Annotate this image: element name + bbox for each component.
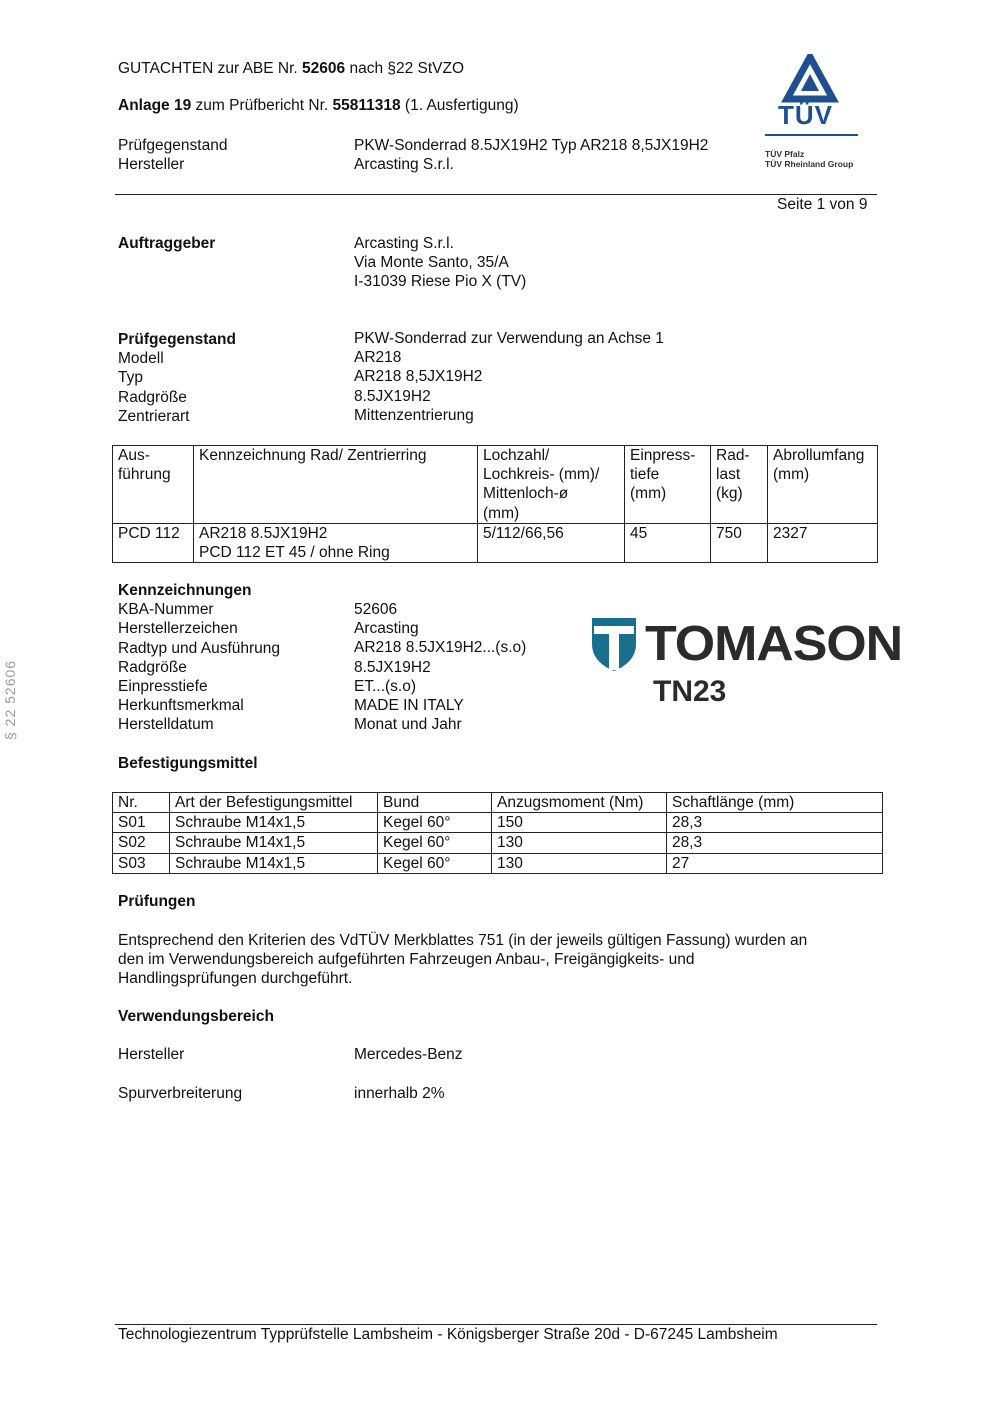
header-cell: Rad- last (kg) — [711, 446, 768, 524]
table-cell: S02 — [113, 833, 170, 853]
table-cell: 750 — [711, 523, 768, 562]
wheel-table — [112, 445, 878, 563]
bolt-table — [112, 792, 883, 874]
tomason-shield-icon — [590, 614, 638, 672]
befestigung-label: Befestigungsmittel — [118, 755, 258, 772]
pruefgegenstand-labels: Prüfgegenstand Modell Typ Radgröße Zentrierart — [118, 331, 236, 425]
table-cell: 45 — [625, 523, 711, 562]
table-cell: 150 — [492, 813, 667, 833]
header-cell: Anzugsmoment (Nm) — [492, 793, 667, 813]
bolt-table-header — [113, 793, 883, 813]
table-cell: 5/112/66,56 — [478, 523, 625, 562]
table-cell: Schraube M14x1,5 — [170, 853, 378, 873]
table-cell: Schraube M14x1,5 — [170, 813, 378, 833]
table-row — [113, 853, 883, 873]
table-cell: PCD 112 — [113, 523, 194, 562]
tuv-triangle-icon — [762, 54, 862, 104]
pruefungen-paragraph: Entsprechend den Kriterien des VdTÜV Merkblattes 751 (in der jeweils gültigen Fassung) wurden an den im Verwendungsbereich aufgeführten Fahrzeugen Anbau-, Freigängigkeits- und Handlingsprüfungen durchgeführt. — [118, 932, 808, 988]
anlage-line: Anlage 19 zum Prüfbericht Nr. 55811318 (1. Ausfertigung) — [118, 97, 519, 114]
header-labels: Prüfgegenstand Hersteller — [118, 137, 228, 174]
verwendung-label: Verwendungsbereich — [118, 1008, 274, 1025]
tomason-model: TN23 — [653, 675, 727, 708]
kennzeichnungen-values: 52606 Arcasting AR218 8.5JX19H2...(s.o) 8.5JX19H2 ET...(s.o) MADE IN ITALY Monat und Jahr — [354, 601, 527, 734]
tuv-logo-line2: TÜV Rheinland Group — [765, 159, 854, 169]
verwendung-hersteller-label: Hersteller — [118, 1046, 185, 1063]
table-row — [113, 833, 883, 853]
document-title: GUTACHTEN zur ABE Nr. 52606 nach §22 StVZO — [118, 60, 465, 77]
table-cell: S01 — [113, 813, 170, 833]
auftraggeber-address: Arcasting S.r.l. Via Monte Santo, 35/A I-31039 Riese Pio X (TV) — [354, 235, 527, 291]
table-row — [113, 813, 883, 833]
table-cell: Kegel 60° — [378, 853, 492, 873]
header-cell: Bund — [378, 793, 492, 813]
abe-number: 52606 — [302, 60, 346, 77]
table-row — [113, 523, 878, 562]
tomason-wordmark: TOMASON — [645, 617, 903, 671]
header-cell: Einpress- tiefe (mm) — [625, 446, 711, 524]
table-cell: 27 — [667, 853, 883, 873]
header-cell: Nr. — [113, 793, 170, 813]
table-cell: Kegel 60° — [378, 813, 492, 833]
wheel-table-header — [113, 446, 878, 524]
header-cell: Lochzahl/ Lochkreis- (mm)/ Mittenloch-ø (mm) — [478, 446, 625, 524]
pruefgegenstand-values: PKW-Sonderrad zur Verwendung an Achse 1 AR218 AR218 8,5JX19H2 8.5JX19H2 Mittenzentrierung — [354, 330, 664, 424]
side-margin-text: § 22 52606 — [2, 659, 18, 740]
pruefungen-label: Prüfungen — [118, 893, 196, 910]
report-number: 55811318 — [332, 97, 401, 114]
spurverbreiterung-value: innerhalb 2% — [354, 1085, 445, 1102]
spurverbreiterung-label: Spurverbreiterung — [118, 1085, 243, 1102]
tuv-logo-rule — [765, 134, 858, 136]
header-cell: Abrollumfang (mm) — [768, 446, 878, 524]
auftraggeber-label: Auftraggeber — [118, 235, 216, 252]
header-divider — [115, 194, 877, 195]
header-cell: Schaftlänge (mm) — [667, 793, 883, 813]
table-cell: Kegel 60° — [378, 833, 492, 853]
header-cell: Kennzeichnung Rad/ Zentrierring — [194, 446, 478, 524]
footer-address: Technologiezentrum Typprüfstelle Lambsheim - Königsberger Straße 20d - D-67245 Lambsheim — [118, 1326, 778, 1343]
kennzeichnungen-labels: Kennzeichnungen KBA-Nummer Herstellerzeichen Radtyp und Ausführung Radgröße Einpresstiefe Herkunftsmerkmal Herstelldatum — [118, 582, 281, 734]
table-cell: AR218 8.5JX19H2 PCD 112 ET 45 / ohne Ring — [194, 523, 478, 562]
tuv-logo-line1: TÜV Pfalz — [765, 149, 805, 159]
header-cell: Art der Befestigungsmittel — [170, 793, 378, 813]
header-values: PKW-Sonderrad 8.5JX19H2 Typ AR218 8,5JX19H2 Arcasting S.r.l. — [354, 137, 709, 174]
tuv-logo — [762, 54, 862, 174]
footer-divider — [115, 1324, 877, 1325]
tomason-logo — [590, 614, 915, 714]
header-cell: Aus- führung — [113, 446, 194, 524]
tuv-wordmark: TÜV — [778, 100, 833, 130]
table-cell: 2327 — [768, 523, 878, 562]
verwendung-hersteller-value: Mercedes-Benz — [354, 1046, 463, 1063]
table-cell: Schraube M14x1,5 — [170, 833, 378, 853]
table-cell: S03 — [113, 853, 170, 873]
table-cell: 130 — [492, 833, 667, 853]
page-number: Seite 1 von 9 — [777, 196, 868, 213]
table-cell: 130 — [492, 853, 667, 873]
table-cell: 28,3 — [667, 833, 883, 853]
table-cell: 28,3 — [667, 813, 883, 833]
